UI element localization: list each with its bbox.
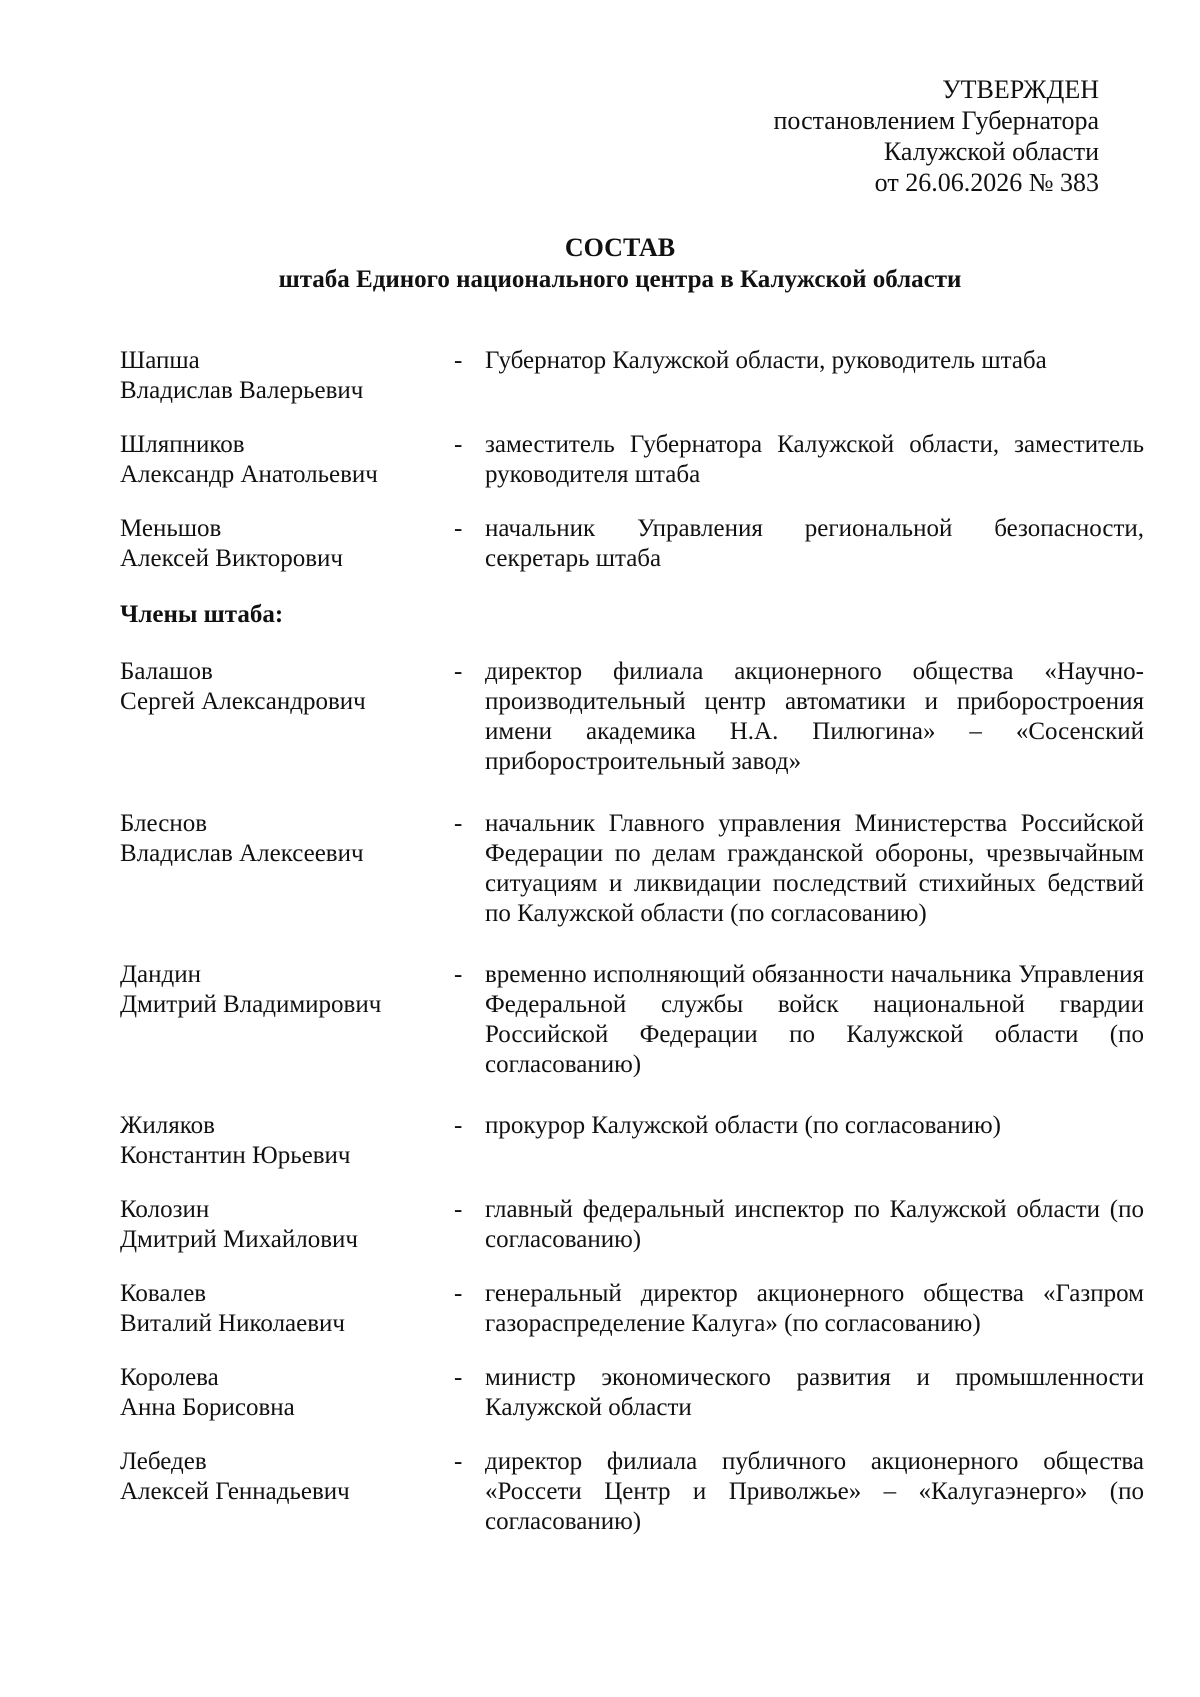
person-position: генеральный директор акционерного общества «Газпром газораспределение Калуга» (по согласованию) xyxy=(485,1280,1144,1337)
person-given-names: Константин Юрьевич xyxy=(120,1142,351,1169)
person-position: заместитель Губернатора Калужской области, заместитель руководителя штаба xyxy=(485,431,1144,488)
person-position: начальник Управления региональной безопасности, секретарь штаба xyxy=(485,515,1144,572)
person-given-names: Дмитрий Михайлович xyxy=(120,1226,358,1253)
person-position: главный федеральный инспектор по Калужской области (по согласованию) xyxy=(485,1196,1144,1253)
person-name xyxy=(120,1195,450,1255)
row-dash: - xyxy=(454,1280,463,1307)
row-dash: - xyxy=(454,810,463,837)
person-position: прокурор Калужской области (по согласованию) xyxy=(485,1112,1002,1139)
document-subtitle: штаба Единого национального центра в Калужской области xyxy=(278,266,962,293)
staff-row xyxy=(120,346,1144,406)
person-surname: Шапша xyxy=(120,347,200,374)
staff-composition xyxy=(120,346,1144,1537)
document-heading xyxy=(0,232,1200,296)
person-name xyxy=(120,514,450,574)
person-position: директор филиала акционерного общества «Научно-производительный центр автоматики и приборостроения имени академика Н.А. Пилюгина» – «Сосенский приборостроительный завод» xyxy=(485,658,1144,775)
person-surname: Королева xyxy=(120,1364,219,1391)
row-dash: - xyxy=(454,658,463,685)
staff-row xyxy=(120,809,1144,929)
person-position: министр экономического развития и промышленности Калужской области xyxy=(485,1364,1144,1421)
person-name xyxy=(120,657,450,717)
person-name xyxy=(120,1363,450,1423)
person-given-names: Дмитрий Владимирович xyxy=(120,991,382,1018)
row-dash: - xyxy=(454,515,463,542)
person-name xyxy=(120,1111,450,1171)
person-given-names: Владислав Валерьевич xyxy=(120,377,364,404)
person-name xyxy=(120,1447,450,1507)
person-surname: Дандин xyxy=(120,961,202,988)
approval-line-decree: постановлением Губернатора xyxy=(773,106,1099,135)
person-given-names: Александр Анатольевич xyxy=(120,461,378,488)
staff-row xyxy=(120,1363,1144,1423)
staff-row xyxy=(120,960,1144,1080)
person-position: начальник Главного управления Министерства Российской Федерации по делам гражданской обороны, чрезвычайным ситуациям и ликвидации последствий стихийных бедствий по Калужской области (по согласованию) xyxy=(485,810,1144,927)
person-given-names: Виталий Николаевич xyxy=(120,1310,345,1337)
person-surname: Лебедев xyxy=(120,1448,207,1475)
row-dash: - xyxy=(454,431,463,458)
person-position: Губернатор Калужской области, руководитель штаба xyxy=(485,347,1047,374)
person-name xyxy=(120,809,450,869)
person-name xyxy=(120,960,450,1020)
approval-line-approved: УТВЕРЖДЕН xyxy=(942,75,1099,104)
person-name xyxy=(120,430,450,490)
person-surname: Балашов xyxy=(120,658,213,685)
person-given-names: Алексей Викторович xyxy=(120,545,343,572)
row-dash: - xyxy=(454,1196,463,1223)
staff-row xyxy=(120,657,1144,777)
row-dash: - xyxy=(454,961,463,988)
person-name xyxy=(120,1279,450,1339)
person-given-names: Сергей Александрович xyxy=(120,688,366,715)
person-surname: Жиляков xyxy=(120,1112,215,1139)
staff-row xyxy=(120,1195,1144,1255)
staff-row xyxy=(120,1279,1144,1339)
staff-row xyxy=(120,1447,1144,1537)
person-surname: Меньшов xyxy=(120,515,222,542)
staff-row xyxy=(120,430,1144,490)
approval-line-date-number: от 26.06.2026 № 383 xyxy=(874,168,1099,197)
person-position: директор филиала публичного акционерного общества «Россети Центр и Приволжье» – «Калугаэнерго» (по согласованию) xyxy=(485,1448,1144,1535)
person-surname: Ковалев xyxy=(120,1280,207,1307)
staff-row xyxy=(120,1111,1144,1171)
row-dash: - xyxy=(454,347,463,374)
row-dash: - xyxy=(454,1448,463,1475)
members-section-label: Члены штаба: xyxy=(120,601,284,628)
person-given-names: Владислав Алексеевич xyxy=(120,840,364,867)
person-position: временно исполняющий обязанности начальника Управления Федеральной службы войск национальной гвардии Российской Федерации по Калужской области (по согласованию) xyxy=(485,961,1144,1078)
person-surname: Шляпников xyxy=(120,431,245,458)
approval-stamp xyxy=(774,74,1099,198)
row-dash: - xyxy=(454,1112,463,1139)
approval-line-region: Калужской области xyxy=(883,137,1099,166)
person-given-names: Алексей Геннадьевич xyxy=(120,1478,350,1505)
person-name xyxy=(120,346,450,406)
person-surname: Блеснов xyxy=(120,810,207,837)
staff-row xyxy=(120,514,1144,574)
person-given-names: Анна Борисовна xyxy=(120,1394,295,1421)
row-dash: - xyxy=(454,1364,463,1391)
document-title: СОСТАВ xyxy=(564,233,676,262)
person-surname: Колозин xyxy=(120,1196,210,1223)
